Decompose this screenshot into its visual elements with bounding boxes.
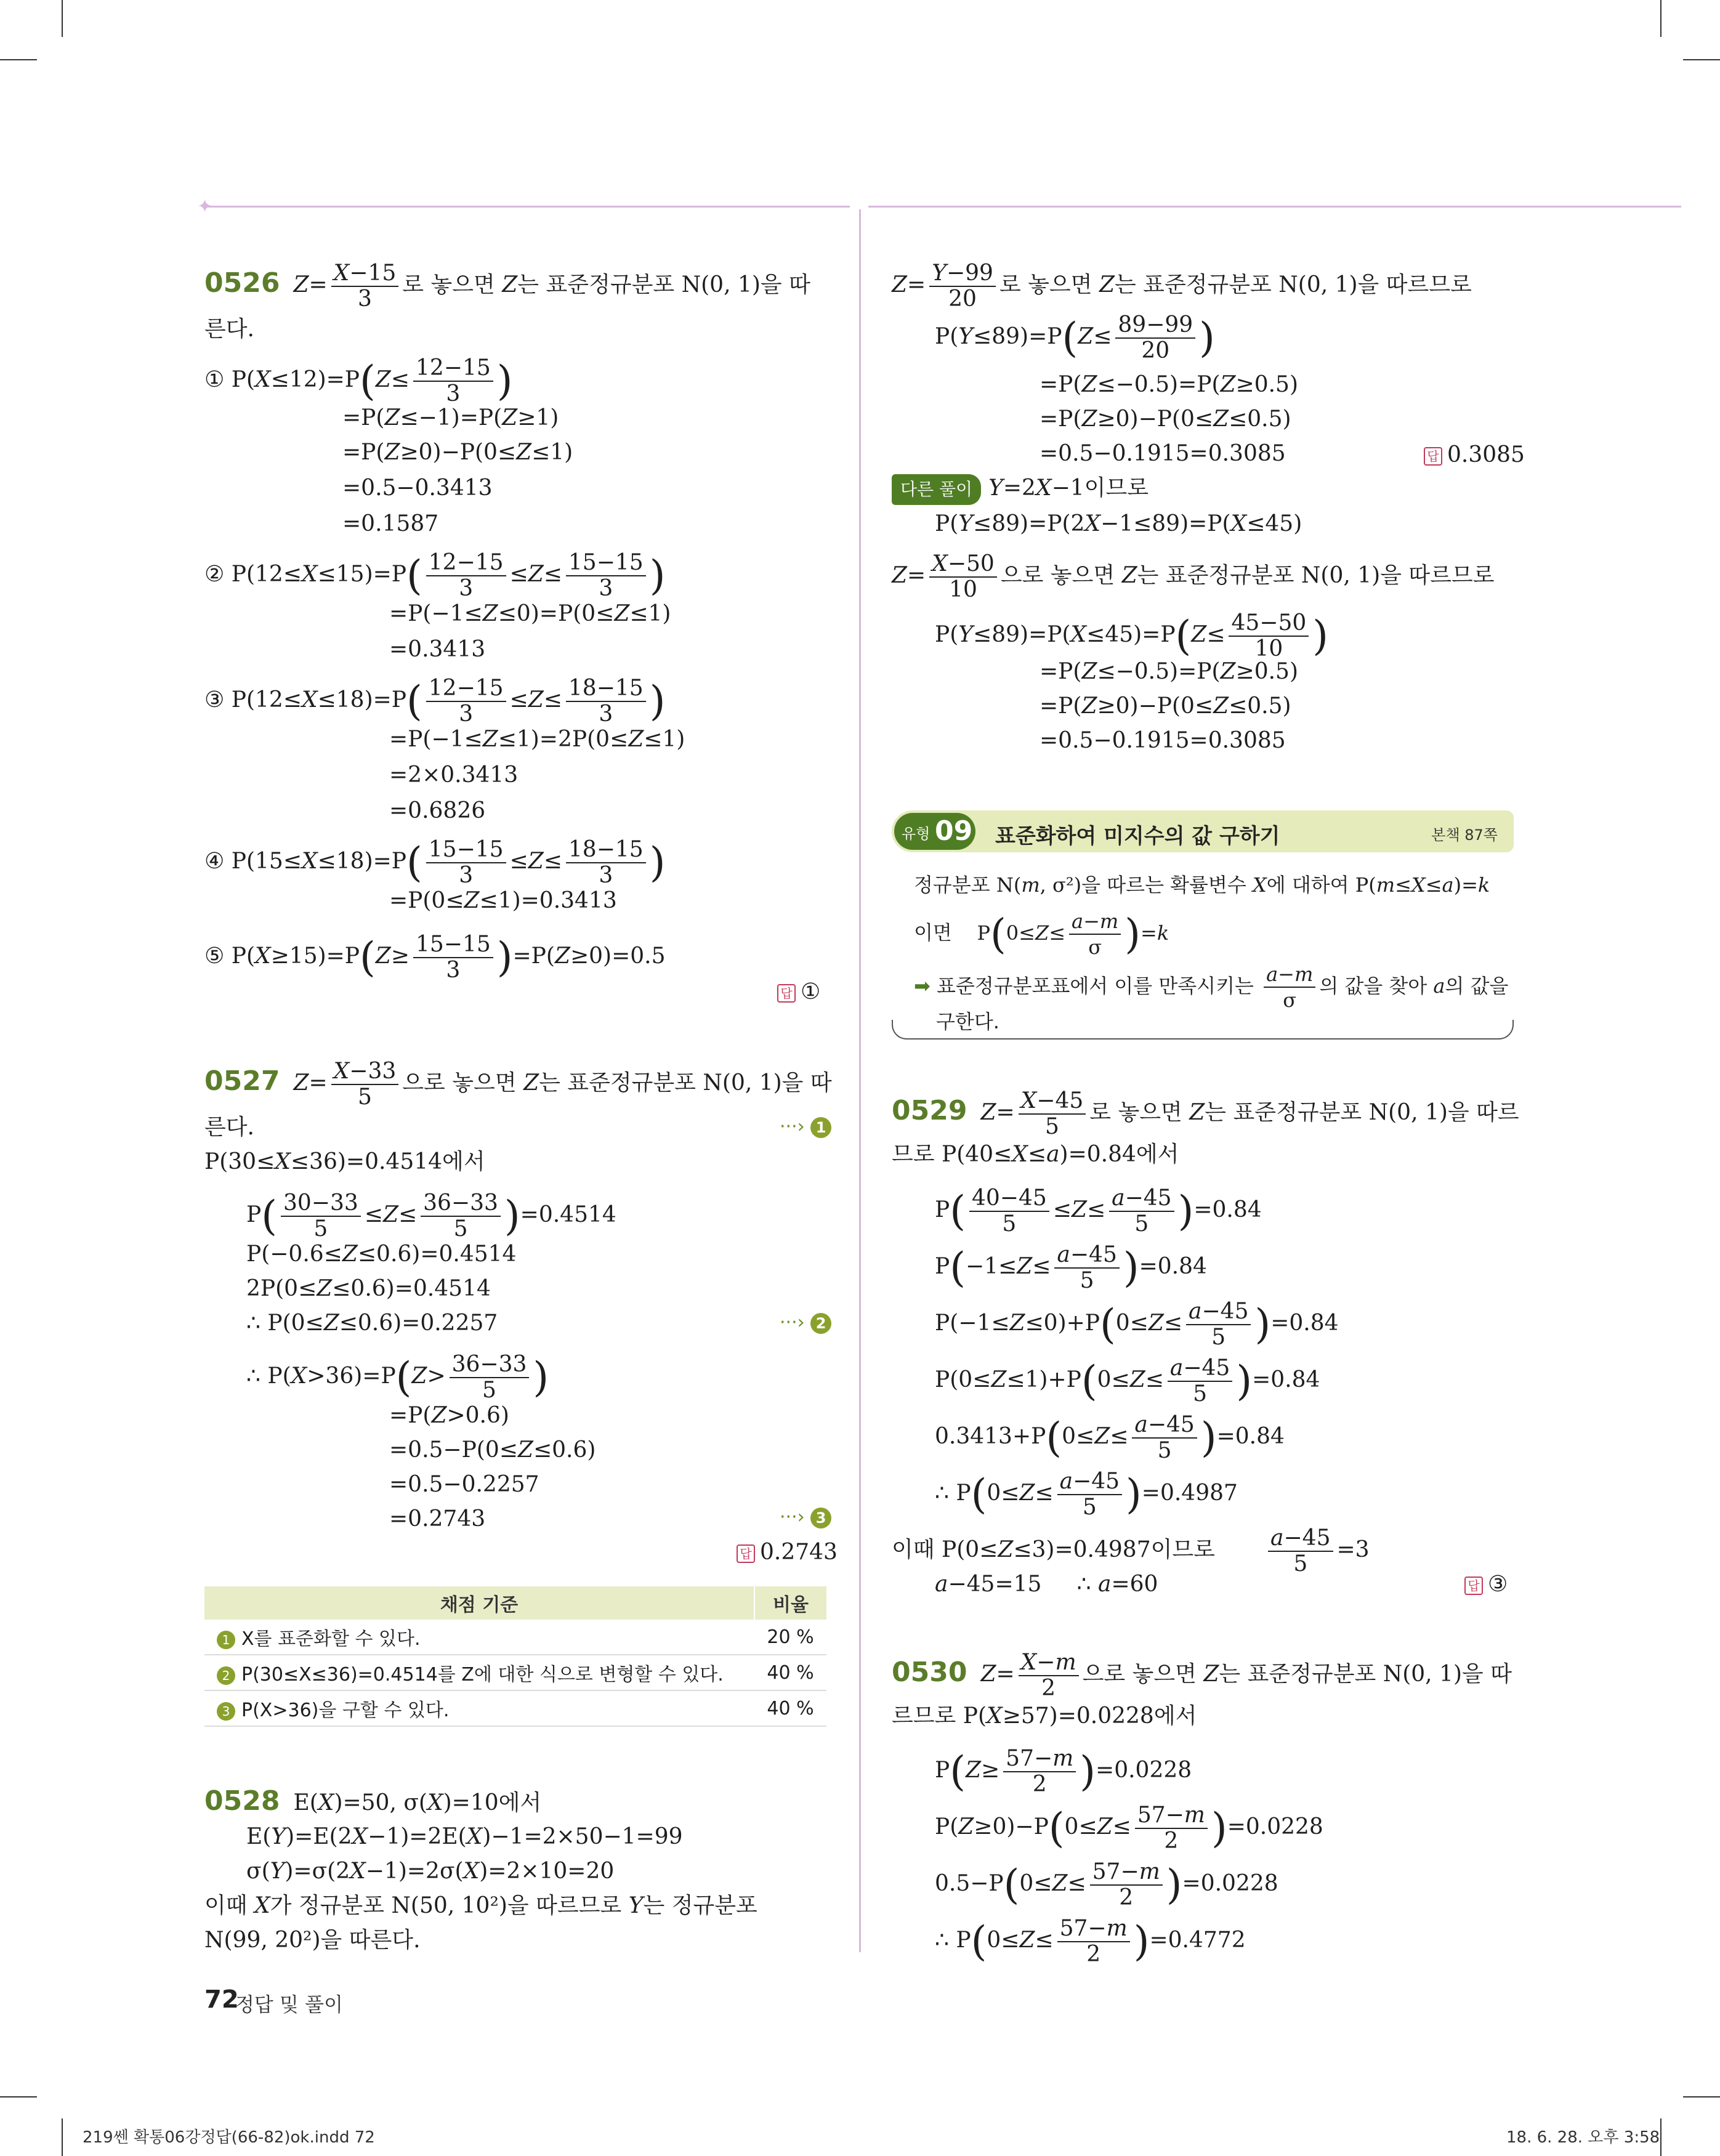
- book-section: 정답 및 풀이: [235, 1993, 343, 2016]
- type-reference: 본책 87쪽: [1431, 826, 1498, 844]
- type-box: 유형 09 표준화하여 미지수의 값 구하기 본책 87쪽 정규분포 N(m, σ²)을 따르는 확률변수 X에 대하여 P(m≤X≤a)=k 이면 P(0≤Z≤ $\frac{a-m}{\sigma}$ )=k ➡ 표준정규분포표에서 이를 만족시키는 $\frac{a-m}{\sigma}$ 의 값을 찾아 a의 값을 구한다.: [892, 810, 1514, 1044]
- type-box-border: [892, 1020, 1514, 1040]
- crop-mark: [1683, 2096, 1720, 2097]
- crop-mark: [62, 2118, 63, 2156]
- step-mark: ···› 2: [780, 1312, 831, 1334]
- answer-0528: 답 0.3085: [1424, 442, 1525, 467]
- problem-0528: 0528 E(X)=50, σ(X)=10에서: [204, 1785, 542, 1817]
- star-icon: ✦: [197, 196, 213, 217]
- print-date: 18. 6. 28. 오후 3:58: [1506, 2128, 1660, 2147]
- scoring-table: 채점 기준 비율 1 X를 표준화할 수 있다. 20 % 2 P(30≤X≤36)=0.4514를 Z에 대한 식으로 변형할 수 있다. 40 % 3 P(X>36)을 구할 수 있다. 40 %: [204, 1586, 826, 1727]
- problem-0530: 0530 Z= $\frac{X-m}{2}$ 으로 놓으면 Z는 표준정규분포 N(0, 1)을 따: [892, 1650, 1512, 1701]
- step-mark: ···› 1: [780, 1116, 831, 1138]
- answer-0529: 답 ③: [1464, 1572, 1508, 1597]
- step-mark: ···› 3: [780, 1506, 831, 1528]
- answer-0527: 답 0.2743: [737, 1540, 838, 1565]
- header-rule-right: [868, 206, 1681, 208]
- column-divider: [859, 209, 861, 1952]
- crop-mark: [1683, 59, 1720, 60]
- file-info: 219쎈 확통06강정답(66-82)ok.indd 72: [83, 2128, 375, 2147]
- problem-0527: 0527 Z= $\frac{X-33}{5}$ 으로 놓으면 Z는 표준정규분포 N(0, 1)을 따: [204, 1059, 832, 1110]
- crop-mark: [1660, 0, 1661, 37]
- problem-0526: 0526 Z= $\frac{X-15}{3}$ 로 놓으면 Z는 표준정규분포 N(0, 1)을 따: [204, 260, 810, 312]
- type-badge: 유형 09: [894, 813, 975, 850]
- crop-mark: [0, 59, 37, 60]
- page-number: 72: [204, 1985, 239, 2014]
- problem-0529: 0529 Z= $\frac{X-45}{5}$ 로 놓으면 Z는 표준정규분포 N(0, 1)을 따르: [892, 1088, 1519, 1139]
- answer-0526: 답 ①: [777, 979, 820, 1004]
- other-solution: 다른 풀이 Y=2X−1이므로: [892, 474, 1149, 505]
- crop-mark: [62, 0, 63, 37]
- header-rule-left: [203, 206, 850, 208]
- crop-mark: [1660, 2118, 1661, 2156]
- type-title: 표준화하여 미지수의 값 구하기: [995, 824, 1280, 849]
- crop-mark: [0, 2096, 37, 2097]
